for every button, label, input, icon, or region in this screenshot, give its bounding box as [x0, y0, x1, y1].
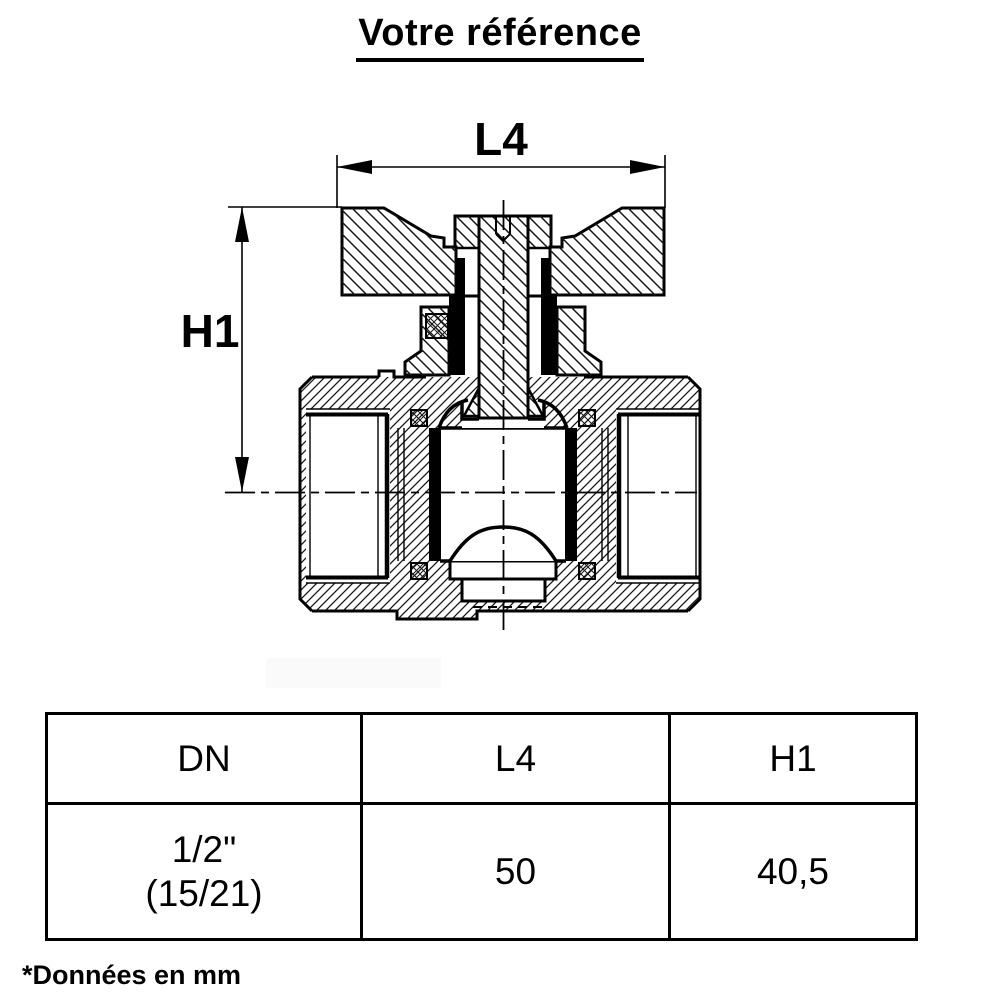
- dim-label-H1: H1: [180, 305, 240, 357]
- table-cell-l4: 50: [363, 805, 671, 938]
- arrowhead-right-icon: [630, 160, 665, 174]
- packing-ring: [426, 314, 448, 338]
- dim-label-L4: L4: [474, 113, 528, 165]
- arrowhead-down-icon: [235, 457, 249, 492]
- table-cell-h1: 40,5: [756, 850, 829, 892]
- dn-value-line1: 1/2": [171, 828, 237, 870]
- page-title: Votre référence: [356, 12, 643, 62]
- seat-left: [429, 428, 441, 561]
- table-header-h1: H1: [671, 715, 915, 805]
- arrowhead-up-icon: [235, 207, 249, 242]
- table-header-l4: L4: [363, 715, 671, 805]
- dn-value-line2: (15/21): [145, 872, 263, 914]
- dimension-L4: [337, 113, 665, 208]
- table-cell-dn: [48, 805, 363, 938]
- table-header-dn: DN: [48, 715, 363, 805]
- dimensions-table: [45, 712, 918, 941]
- footnote: *Données en mm: [22, 960, 242, 990]
- arrowhead-left-icon: [337, 160, 372, 174]
- seat-right: [565, 428, 577, 561]
